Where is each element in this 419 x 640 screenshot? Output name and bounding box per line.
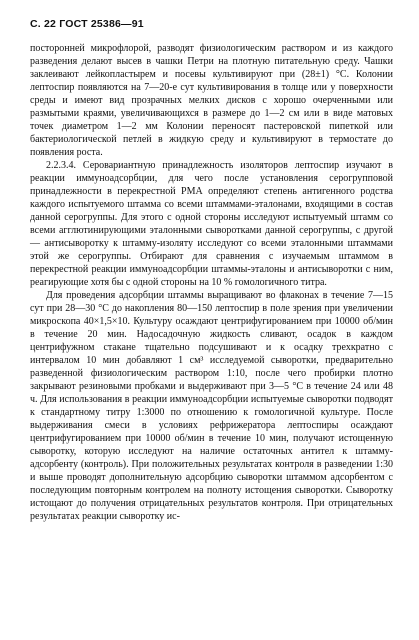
paragraph-serovar: 2.2.3.4. Серовариантную принадлежность изоляторов лептоспир изучают в реакции иммуноадсорбции, для чего после установления серогрупповой принадлежности в перекрестной РМА определяют степень антигенного родства каждого испытуемого штамма со всеми штаммами-эталонами, входящими в состав данной серогруппы. Для этого с одной стороны исследуют испытуемый штамм со всеми агглютинирующими эталонными сыворотками данной серогруппы, с другой — антисыворотку к штамму-изоляту исследуют со всеми эталонными штаммами этой же серогруппы. Отбирают для сравнения с изучаемым штаммом в перекрестной реакции иммуноадсорбции штаммы-эталоны и антисыворотки с ним, реагирующие хотя бы с одной стороны на 10 % гомологичного титра. — [30, 160, 393, 288]
body-text — [30, 42, 393, 523]
page-header: С. 22 ГОСТ 25386—91 — [30, 18, 144, 30]
paragraph-adsorption: Для проведения адсорбции штаммы выращивают во флаконах в течение 7—15 сут при 28—30 °С до накопления 80—150 лептоспир в поле зрения при увеличении микроскопа 40×1,5×10. Культуру осаждают центрифугированием при 10000 об/мин в течение 20 мин. Надосадочную жидкость сливают, осадок в каждом центрифужном стакане тщательно подсушивают и к осадку трехкратно с интервалом 10 мин добавляют 1 см³ исследуемой сыворотки, предварительно разведенной физиологическим раствором 1:10, после чего пробирки плотно закрывают резиновыми пробками и выдерживают при 3—5 °С в течение 24 или 48 ч. Для использования в реакции иммуноадсорбции испытуемые сыворотки подводят к стандартному титру 1:3000 по отношению к гомологичной культуре. После выдерживания смеси в условиях рефрижератора лептоспиры осаждают центрифугированием при 10000 об/мин в течение 10 мин, получают истощенную сыворотку, которую исследуют на наличие остаточных антител к штамму-адсорбенту (контроль). При положительных результатах контроля в разведении 1:30 и выше проводят дополнительную адсорбцию сыворотки штаммом адсорбентом с последующим повторным контролем на полноту истощения сыворотки. Сыворотку истощают до получения отрицательных результатов контроля. При отрицательных результатах реакции сыворотку ис- — [30, 290, 393, 522]
paragraph-continuation: посторонней микрофлорой, разводят физиологическим раствором и из каждого разведения делают высев в чашки Петри на плотную питательную среду. Чашки заклеивают лейкопластырем и посевы культивируют при (28±1) °С. Колонии лептоспир появляются на 7—20-е сут культивирования в толще или у поверхности среды и имеют вид прозрачных мелких дисков с хорошо очерченными или размытыми краями, увеличивающихся в размере до 1—2 см или в виде матовых точек диаметром 1—2 мм Колонии переносят пастеровской пипеткой или бактериологической петлей в жидкую среду и культивируют в термостате до появления роста. — [30, 43, 393, 158]
